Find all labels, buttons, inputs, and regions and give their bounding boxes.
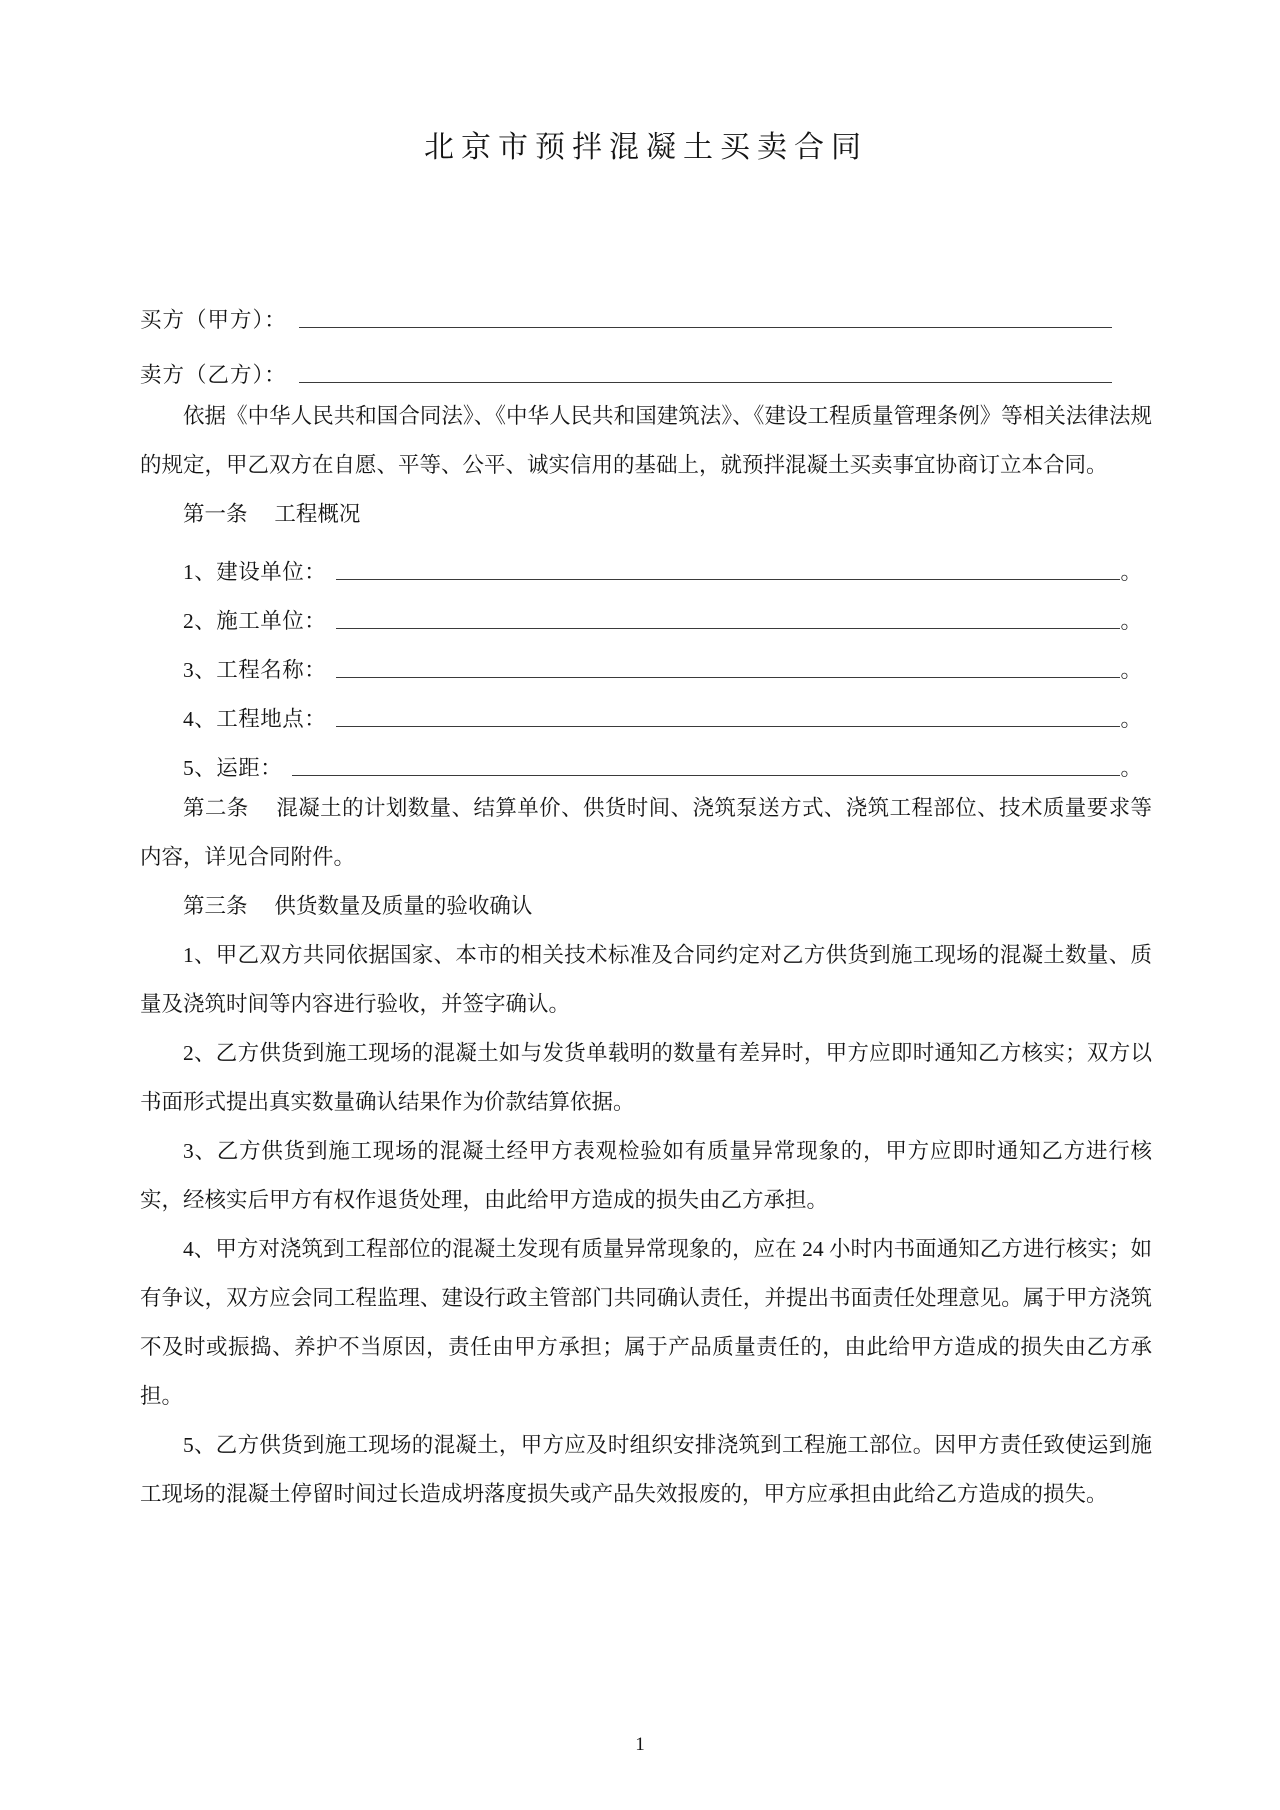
contract-title: 北京市预拌混凝土买卖合同 [424,131,868,164]
construction-unit-label: 1、建设单位： [183,560,327,584]
builder-unit-label: 2、施工单位： [183,609,327,633]
haul-distance-field[interactable] [292,775,1120,776]
construction-unit-row [140,539,1142,588]
haul-distance-suffix: 。 [1120,756,1142,780]
article-3-clause-3: 3、乙方供货到施工现场的混凝土经甲方表观检验如有质量异常现象的，甲方应即时通知乙方进行核实，经核实后甲方有权作退货处理，由此给甲方造成的损失由乙方承担。 [140,1139,1152,1212]
article-3-clause-5: 5、乙方供货到施工现场的混凝土，甲方应及时组织安排浇筑到工程施工部位。因甲方责任致使运到施工现场的混凝土停留时间过长造成坍落度损失或产品失效报废的，甲方应承担由此给乙方造成的损失。 [140,1433,1152,1506]
article-3-clause-1: 1、甲乙双方共同依据国家、本市的相关技术标准及合同约定对乙方供货到施工现场的混凝土数量、质量及浇筑时间等内容进行验收，并签字确认。 [140,943,1152,1016]
builder-unit-row [140,588,1142,637]
haul-distance-row [140,735,1142,784]
seller-label: 卖方（乙方）： [140,363,287,387]
buyer-name-field[interactable] [299,327,1112,328]
article-3-clause-2: 2、乙方供货到施工现场的混凝土如与发货单载明的数量有差异时，甲方应即时通知乙方核实；双方以书面形式提出真实数量确认结果作为价款结算依据。 [140,1041,1152,1114]
project-name-field[interactable] [336,677,1120,678]
seller-line [140,337,1112,392]
article-2-paragraph: 第二条 混凝土的计划数量、结算单价、供货时间、浇筑泵送方式、浇筑工程部位、技术质量要求等内容，详见合同附件。 [140,796,1152,869]
seller-name-field[interactable] [299,382,1112,383]
builder-unit-field[interactable] [336,628,1120,629]
project-location-suffix: 。 [1120,707,1142,731]
project-location-field[interactable] [336,726,1120,727]
builder-unit-suffix: 。 [1120,609,1142,633]
project-location-label: 4、工程地点： [183,707,327,731]
article-1-heading: 第一条 工程概况 [183,502,361,526]
parties-section [140,282,1112,392]
construction-unit-field[interactable] [336,579,1120,580]
haul-distance-label: 5、运距： [183,756,283,780]
article-3-clause-4: 4、甲方对浇筑到工程部位的混凝土发现有质量异常现象的，应在 24 小时内书面通知乙方进行核实；如有争议，双方应会同工程监理、建设行政主管部门共同确认责任，并提出书面责任处理意见。属于甲方浇筑不及时或振捣、养护不当原因，责任由甲方承担；属于产品质量责任的，由此给甲方造成的损失由乙方承担。 [140,1237,1152,1408]
project-name-label: 3、工程名称： [183,658,327,682]
construction-unit-suffix: 。 [1120,560,1142,584]
article-3-heading: 第三条 供货数量及质量的验收确认 [183,894,533,918]
project-location-row [140,686,1142,735]
page-number: 1 [635,1734,645,1755]
project-name-row [140,637,1142,686]
project-name-suffix: 。 [1120,658,1142,682]
preamble-paragraph: 依据《中华人民共和国合同法》、《中华人民共和国建筑法》、《建设工程质量管理条例》等相关法律法规的规定，甲乙双方在自愿、平等、公平、诚实信用的基础上，就预拌混凝土买卖事宜协商订立本合同。 [140,404,1152,477]
buyer-label: 买方（甲方）： [140,308,287,332]
buyer-line [140,282,1112,337]
